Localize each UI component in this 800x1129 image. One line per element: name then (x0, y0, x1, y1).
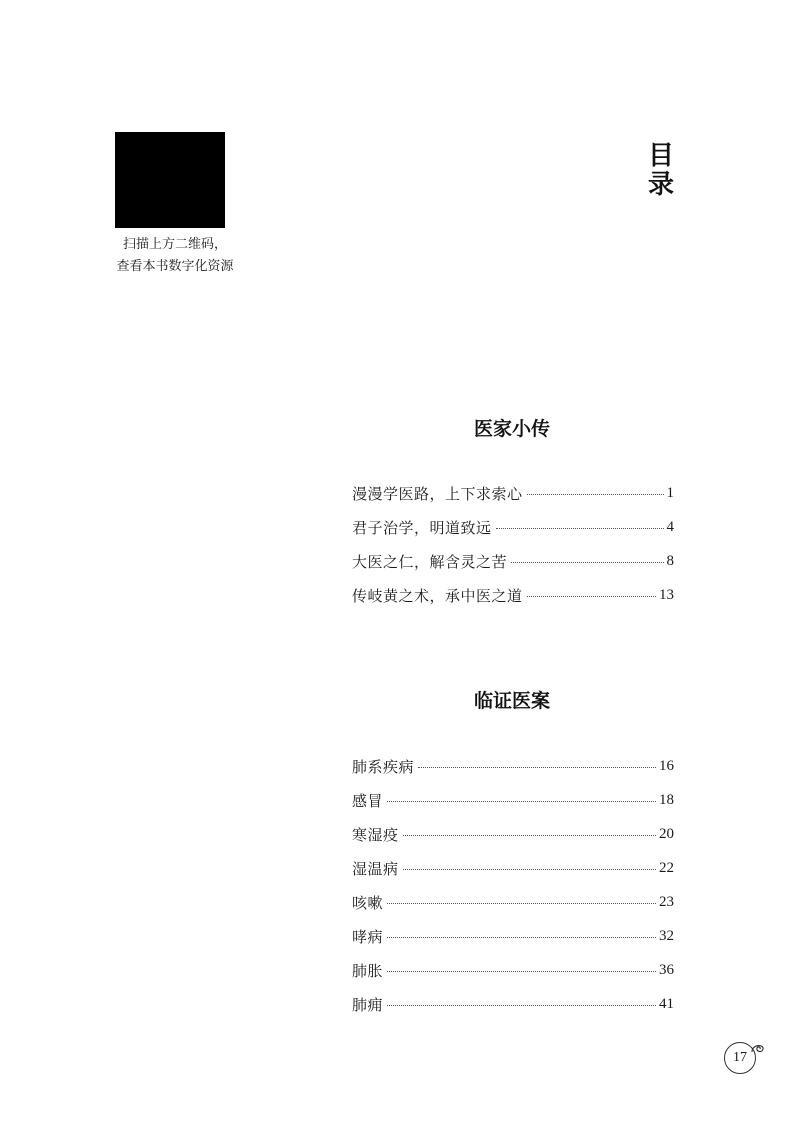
toc-entry-title: 感冒 (352, 791, 384, 810)
toc-entry-title: 大医之仁，解含灵之苦 (352, 552, 508, 571)
qr-caption-line1: 扫描上方二维码， (122, 237, 227, 252)
toc-entry-title: 咳嗽 (352, 893, 384, 912)
toc-entry[interactable] (352, 822, 674, 846)
toc-entry-title: 肺痈 (352, 995, 384, 1014)
page-title-char1: 目 (647, 141, 674, 171)
toc-entry-title: 哮病 (352, 927, 384, 946)
qr-caption (100, 234, 250, 278)
toc-dot-leader (527, 494, 664, 495)
toc-dot-leader (387, 1005, 656, 1006)
toc-dot-leader (403, 869, 656, 870)
toc-entry[interactable] (352, 958, 674, 982)
toc-entry-title: 漫漫学医路，上下求索心 (352, 484, 523, 503)
toc-entry-page: 22 (659, 859, 674, 876)
toc-entry-page: 36 (659, 961, 674, 978)
toc-entry-title: 肺胀 (352, 961, 384, 980)
toc-dot-leader (511, 562, 663, 563)
toc-entry-title: 湿温病 (352, 859, 399, 878)
toc-dot-leader (387, 903, 656, 904)
toc-entry-title: 君子治学，明道致远 (352, 518, 492, 537)
toc-entry-page: 20 (659, 825, 674, 842)
toc-entry-page: 16 (659, 757, 674, 774)
toc-dot-leader (496, 528, 664, 529)
toc-entry-page: 18 (659, 791, 674, 808)
toc-entry-page: 41 (659, 995, 674, 1012)
toc-entry[interactable] (352, 856, 674, 880)
toc-entry-page: 8 (666, 552, 674, 569)
toc-entry-page: 1 (666, 484, 674, 501)
toc-dot-leader (527, 596, 656, 597)
toc-entry[interactable] (352, 583, 674, 607)
toc-entry-page: 13 (659, 586, 674, 603)
page-title-char2: 录 (647, 170, 674, 200)
toc-entry[interactable] (352, 890, 674, 914)
toc-dot-leader (418, 767, 656, 768)
toc-entry[interactable] (352, 924, 674, 948)
toc-entry[interactable] (352, 992, 674, 1016)
page-number-badge: 17 (724, 1042, 756, 1074)
toc-entry[interactable] (352, 788, 674, 812)
toc-entry-title: 传岐黄之术，承中医之道 (352, 586, 523, 605)
section-heading-clinical-cases: 临证医案 (473, 690, 550, 712)
qr-caption-line2: 查看本书数字化资源 (116, 259, 234, 274)
toc-entry-title: 肺系疾病 (352, 757, 415, 776)
section-heading-biography: 医家小传 (473, 418, 550, 440)
page-title (641, 142, 681, 200)
swirl-ornament-icon (750, 1040, 766, 1056)
toc-dot-leader (403, 835, 656, 836)
toc-entry-page: 23 (659, 893, 674, 910)
toc-entry[interactable] (352, 481, 674, 505)
toc-entry-title: 寒湿疫 (352, 825, 399, 844)
toc-dot-leader (387, 801, 656, 802)
toc-entry[interactable] (352, 515, 674, 539)
toc-dot-leader (387, 971, 656, 972)
toc-entry[interactable] (352, 754, 674, 778)
toc-entry-page: 4 (666, 518, 674, 535)
toc-entry[interactable] (352, 549, 674, 573)
toc-entry-page: 32 (659, 927, 674, 944)
toc-dot-leader (387, 937, 656, 938)
qr-code-image (115, 132, 225, 228)
